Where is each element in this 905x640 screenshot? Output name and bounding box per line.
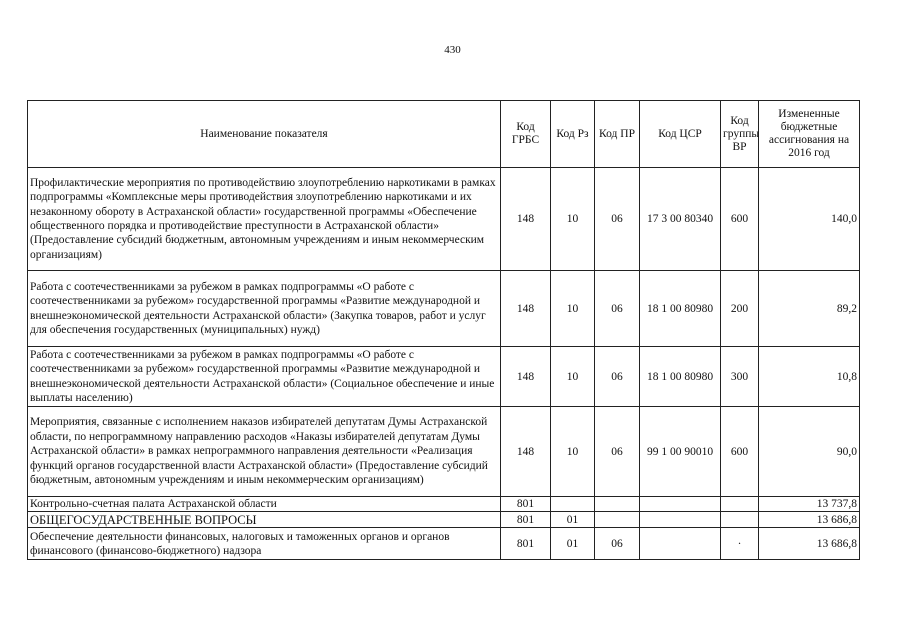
- row-csr: 18 1 00 80980: [640, 347, 721, 407]
- row-pr: 06: [595, 347, 640, 407]
- row-csr: 17 3 00 80340: [640, 168, 721, 271]
- row-vr: 600: [721, 168, 759, 271]
- row-rz: 10: [551, 271, 595, 347]
- row-grbs: 801: [501, 512, 551, 528]
- row-name: Работа с соотечественниками за рубежом в рамках подпрограммы «О работе с соотечественниками за рубежом» государственной программы «Развитие международной и внешнеэкономической деятельности Астраханской области» (Закупка товаров, работ и услуг для обеспечения государственных (муниципальных) нужд): [28, 271, 501, 347]
- header-rz: Код Рз: [551, 101, 595, 168]
- table-row: [28, 512, 860, 528]
- row-amount: 89,2: [759, 271, 860, 347]
- row-rz: [551, 497, 595, 512]
- row-rz: 01: [551, 512, 595, 528]
- row-vr: 200: [721, 271, 759, 347]
- row-vr: [721, 512, 759, 528]
- row-csr: 99 1 00 90010: [640, 407, 721, 497]
- row-pr: [595, 497, 640, 512]
- table-row: [28, 497, 860, 512]
- row-amount: 10,8: [759, 347, 860, 407]
- row-csr: 18 1 00 80980: [640, 271, 721, 347]
- header-amount: Измененные бюджетные ассигнования на 2016 год: [759, 101, 860, 168]
- budget-table: [27, 100, 860, 560]
- row-csr: [640, 512, 721, 528]
- row-csr: [640, 497, 721, 512]
- row-rz: 10: [551, 407, 595, 497]
- row-rz: 10: [551, 347, 595, 407]
- row-vr: 600: [721, 407, 759, 497]
- row-amount: 13 737,8: [759, 497, 860, 512]
- table-row: [28, 347, 860, 407]
- row-pr: 06: [595, 528, 640, 560]
- row-grbs: 148: [501, 271, 551, 347]
- row-grbs: 148: [501, 407, 551, 497]
- row-grbs: 148: [501, 347, 551, 407]
- row-pr: 06: [595, 168, 640, 271]
- row-grbs: 801: [501, 497, 551, 512]
- row-name: ОБЩЕГОСУДАРСТВЕННЫЕ ВОПРОСЫ: [28, 512, 501, 528]
- header-vr: Код группы ВР: [721, 101, 759, 168]
- row-amount: 90,0: [759, 407, 860, 497]
- row-amount: 140,0: [759, 168, 860, 271]
- row-rz: 01: [551, 528, 595, 560]
- header-grbs: Код ГРБС: [501, 101, 551, 168]
- row-name: Обеспечение деятельности финансовых, налоговых и таможенных органов и органов финансового (финансово-бюджетного) надзора: [28, 528, 501, 560]
- row-vr: 300: [721, 347, 759, 407]
- row-csr: [640, 528, 721, 560]
- row-pr: [595, 512, 640, 528]
- table-header-row: [28, 101, 860, 168]
- row-name: Работа с соотечественниками за рубежом в рамках подпрограммы «О работе с соотечественниками за рубежом» государственной программы «Развитие международной и внешнеэкономической деятельности Астраханской области» (Социальное обеспечение и иные выплаты населению): [28, 347, 501, 407]
- header-name: Наименование показателя: [28, 101, 501, 168]
- row-grbs: 801: [501, 528, 551, 560]
- row-amount: 13 686,8: [759, 512, 860, 528]
- header-pr: Код ПР: [595, 101, 640, 168]
- table-row: [28, 407, 860, 497]
- row-rz: 10: [551, 168, 595, 271]
- row-name: Профилактические мероприятия по противодействию злоупотреблению наркотиками в рамках подпрограммы «Комплексные меры противодействия злоупотреблению наркотиками и их незаконному обороту в Астраханской области» государственной программы «Обеспечение общественного порядка и противодействие преступности в Астраханской области» (Предоставление субсидий бюджетным, автономным учреждениям и иным некоммерческим организациям): [28, 168, 501, 271]
- table-row: [28, 168, 860, 271]
- table-row: [28, 271, 860, 347]
- row-name: Контрольно-счетная палата Астраханской области: [28, 497, 501, 512]
- row-amount: 13 686,8: [759, 528, 860, 560]
- row-vr: [721, 497, 759, 512]
- table-row: [28, 528, 860, 560]
- row-pr: 06: [595, 407, 640, 497]
- page-number: 430: [444, 44, 461, 56]
- row-name: Мероприятия, связанные с исполнением наказов избирателей депутатам Думы Астраханской области, по непрограммному направлению расходов «Наказы избирателей депутатам Думы Астраханской области» в рамках непрограммного направления деятельности «Реализация функций органов государственной власти Астраханской области» (Предоставление субсидий бюджетным, автономным учреждениям и иным некоммерческим организациям): [28, 407, 501, 497]
- header-csr: Код ЦСР: [640, 101, 721, 168]
- row-vr: ·: [721, 528, 759, 560]
- row-grbs: 148: [501, 168, 551, 271]
- row-pr: 06: [595, 271, 640, 347]
